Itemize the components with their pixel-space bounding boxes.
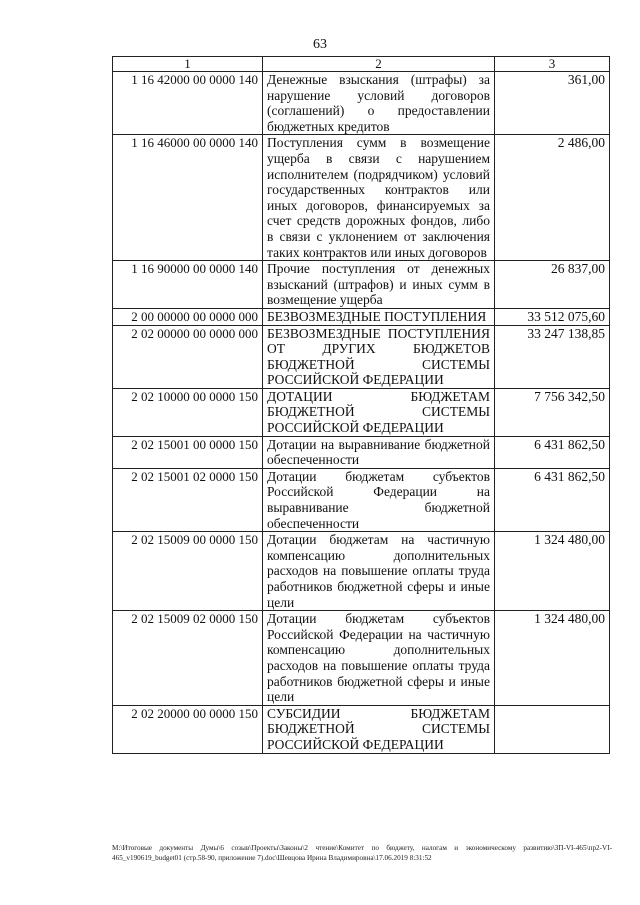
row-name: ДОТАЦИИ БЮДЖЕТАМ БЮДЖЕТНОЙ СИСТЕМЫ РОССИЙСКОЙ ФЕДЕРАЦИИ [263, 388, 495, 436]
row-name: СУБСИДИИ БЮДЖЕТАМ БЮДЖЕТНОЙ СИСТЕМЫ РОССИЙСКОЙ ФЕДЕРАЦИИ [263, 705, 495, 753]
row-amount: 33 247 138,85 [495, 325, 610, 388]
column-header-amount: 3 [495, 57, 610, 72]
row-name: БЕЗВОЗМЕЗДНЫЕ ПОСТУПЛЕНИЯ [263, 308, 495, 325]
table-row [113, 261, 610, 309]
row-name: Прочие поступления от денежных взысканий (штрафов) и иных сумм в возмещение ущерба [263, 261, 495, 309]
table-row [113, 705, 610, 753]
column-header-name: 2 [263, 57, 495, 72]
row-amount: 6 431 862,50 [495, 468, 610, 531]
table-row [113, 611, 610, 706]
row-name: БЕЗВОЗМЕЗДНЫЕ ПОСТУПЛЕНИЯ ОТ ДРУГИХ БЮДЖЕТОВ БЮДЖЕТНОЙ СИСТЕМЫ РОССИЙСКОЙ ФЕДЕРАЦИИ [263, 325, 495, 388]
row-name: Дотации бюджетам на частичную компенсацию дополнительных расходов на повышение оплаты труда работников бюджетной сферы и иные цели [263, 532, 495, 611]
row-code: 2 02 15001 00 0000 150 [113, 436, 263, 468]
row-code: 2 02 20000 00 0000 150 [113, 705, 263, 753]
row-code: 2 02 15009 02 0000 150 [113, 611, 263, 706]
row-amount: 361,00 [495, 72, 610, 135]
document-file-path: M:\Итоговые документы Думы\6 созыв\Проекты\Законы\2 чтение\Комитет по бюджету, налогам и экономическому развитию\ЗП-VI-465\пр2-VI-465_v190619_budget01 (стр.58-90, приложение 7).doc\Шевцова Ирина Владимировна\17.06.2019 8:31:52 [112, 844, 612, 862]
row-code: 2 02 00000 00 0000 000 [113, 325, 263, 388]
table-row [113, 388, 610, 436]
table-row [113, 325, 610, 388]
row-code: 1 16 46000 00 0000 140 [113, 135, 263, 261]
row-code: 2 00 00000 00 0000 000 [113, 308, 263, 325]
row-code: 2 02 15009 00 0000 150 [113, 532, 263, 611]
row-amount: 6 431 862,50 [495, 436, 610, 468]
row-code: 1 16 42000 00 0000 140 [113, 72, 263, 135]
table-row [113, 468, 610, 531]
row-code: 2 02 15001 02 0000 150 [113, 468, 263, 531]
revenue-table [112, 56, 610, 754]
row-amount [495, 705, 610, 753]
table-row [113, 135, 610, 261]
row-name: Денежные взыскания (штрафы) за нарушение условий договоров (соглашений) о предоставлении бюджетных кредитов [263, 72, 495, 135]
table-row [113, 532, 610, 611]
row-amount: 2 486,00 [495, 135, 610, 261]
row-amount: 7 756 342,50 [495, 388, 610, 436]
row-name: Дотации бюджетам субъектов Российской Федерации на выравнивание бюджетной обеспеченности [263, 468, 495, 531]
page-number: 63 [313, 37, 327, 52]
row-code: 2 02 10000 00 0000 150 [113, 388, 263, 436]
table-row [113, 436, 610, 468]
row-name: Дотации бюджетам субъектов Российской Федерации на частичную компенсацию дополнительных расходов на повышение оплаты труда работников бюджетной сферы и иные цели [263, 611, 495, 706]
table-row [113, 308, 610, 325]
row-amount: 1 324 480,00 [495, 532, 610, 611]
column-header-code: 1 [113, 57, 263, 72]
row-amount: 1 324 480,00 [495, 611, 610, 706]
row-amount: 26 837,00 [495, 261, 610, 309]
row-amount: 33 512 075,60 [495, 308, 610, 325]
row-name: Дотации на выравнивание бюджетной обеспеченности [263, 436, 495, 468]
table-row [113, 72, 610, 135]
table-header-row [113, 57, 610, 72]
row-name: Поступления сумм в возмещение ущерба в связи с нарушением исполнителем (подрядчиком) условий государственных контрактов или иных договоров, финансируемых за счет средств дорожных фондов, либо в связи с уклонением от заключения таких контрактов или иных договоров [263, 135, 495, 261]
row-code: 1 16 90000 00 0000 140 [113, 261, 263, 309]
